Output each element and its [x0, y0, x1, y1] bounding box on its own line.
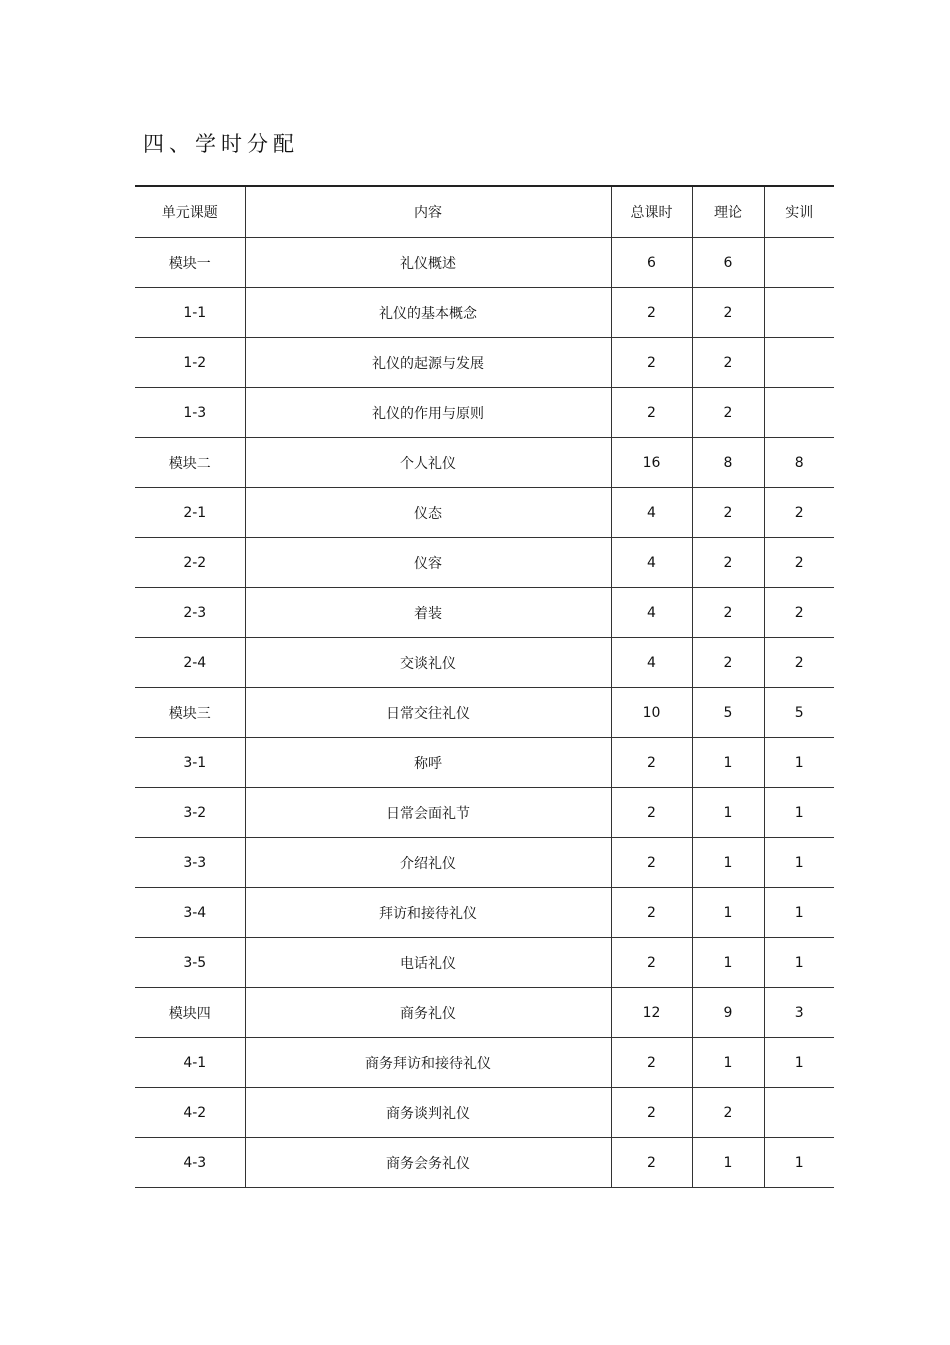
cell-theory: 8 — [692, 438, 764, 488]
cell-total-hours: 16 — [611, 438, 692, 488]
cell-total-hours: 10 — [611, 688, 692, 738]
section-title: 四、学时分配 — [143, 132, 299, 156]
cell-practice: 3 — [764, 988, 834, 1038]
cell-content: 仪容 — [245, 538, 611, 588]
cell-unit: 模块二 — [135, 438, 245, 488]
table-row — [135, 238, 834, 288]
header-content: 内容 — [245, 186, 611, 238]
table-row — [135, 1038, 834, 1088]
cell-unit: 模块四 — [135, 988, 245, 1038]
table-row — [135, 738, 834, 788]
cell-content: 礼仪概述 — [245, 238, 611, 288]
cell-theory: 5 — [692, 688, 764, 738]
table-row — [135, 1088, 834, 1138]
cell-theory: 1 — [692, 838, 764, 888]
cell-theory: 1 — [692, 888, 764, 938]
cell-unit: 模块三 — [135, 688, 245, 738]
table-row — [135, 838, 834, 888]
header-unit: 单元课题 — [135, 186, 245, 238]
cell-total-hours: 2 — [611, 1138, 692, 1188]
cell-theory: 1 — [692, 788, 764, 838]
cell-practice — [764, 338, 834, 388]
cell-total-hours: 2 — [611, 338, 692, 388]
cell-total-hours: 2 — [611, 1088, 692, 1138]
cell-theory: 2 — [692, 1088, 764, 1138]
cell-unit: 3-3 — [135, 838, 245, 888]
cell-unit: 4-3 — [135, 1138, 245, 1188]
cell-theory: 2 — [692, 338, 764, 388]
cell-total-hours: 2 — [611, 1038, 692, 1088]
cell-practice: 1 — [764, 938, 834, 988]
cell-total-hours: 4 — [611, 538, 692, 588]
cell-total-hours: 2 — [611, 288, 692, 338]
table-row — [135, 388, 834, 438]
table-row — [135, 688, 834, 738]
cell-practice: 5 — [764, 688, 834, 738]
cell-content: 日常交往礼仪 — [245, 688, 611, 738]
cell-practice — [764, 288, 834, 338]
hours-allocation-table — [135, 185, 834, 1188]
cell-practice: 2 — [764, 488, 834, 538]
cell-practice — [764, 388, 834, 438]
table-row — [135, 988, 834, 1038]
cell-total-hours: 4 — [611, 488, 692, 538]
cell-theory: 6 — [692, 238, 764, 288]
cell-theory: 9 — [692, 988, 764, 1038]
cell-unit: 1-1 — [135, 288, 245, 338]
table-row — [135, 538, 834, 588]
cell-content: 电话礼仪 — [245, 938, 611, 988]
cell-total-hours: 4 — [611, 638, 692, 688]
table-row — [135, 1138, 834, 1188]
cell-content: 个人礼仪 — [245, 438, 611, 488]
cell-unit: 模块一 — [135, 238, 245, 288]
cell-content: 交谈礼仪 — [245, 638, 611, 688]
cell-content: 礼仪的基本概念 — [245, 288, 611, 338]
cell-theory: 2 — [692, 538, 764, 588]
table-header-row — [135, 186, 834, 238]
cell-total-hours: 2 — [611, 938, 692, 988]
cell-practice: 1 — [764, 788, 834, 838]
cell-practice: 2 — [764, 538, 834, 588]
cell-content: 着装 — [245, 588, 611, 638]
cell-content: 礼仪的起源与发展 — [245, 338, 611, 388]
cell-theory: 2 — [692, 288, 764, 338]
cell-practice: 1 — [764, 1038, 834, 1088]
cell-theory: 1 — [692, 1138, 764, 1188]
cell-theory: 1 — [692, 1038, 764, 1088]
cell-content: 日常会面礼节 — [245, 788, 611, 838]
cell-unit: 1-2 — [135, 338, 245, 388]
cell-practice — [764, 238, 834, 288]
table-row — [135, 288, 834, 338]
cell-total-hours: 2 — [611, 838, 692, 888]
cell-unit: 1-3 — [135, 388, 245, 438]
table-row — [135, 488, 834, 538]
cell-theory: 2 — [692, 638, 764, 688]
cell-practice: 2 — [764, 638, 834, 688]
cell-total-hours: 12 — [611, 988, 692, 1038]
cell-content: 商务谈判礼仪 — [245, 1088, 611, 1138]
cell-theory: 1 — [692, 938, 764, 988]
cell-unit: 4-2 — [135, 1088, 245, 1138]
table-row — [135, 938, 834, 988]
cell-content: 礼仪的作用与原则 — [245, 388, 611, 438]
cell-unit: 2-3 — [135, 588, 245, 638]
cell-total-hours: 4 — [611, 588, 692, 638]
cell-practice: 1 — [764, 1138, 834, 1188]
header-practice: 实训 — [764, 186, 834, 238]
cell-content: 介绍礼仪 — [245, 838, 611, 888]
table-row — [135, 888, 834, 938]
header-theory: 理论 — [692, 186, 764, 238]
cell-unit: 3-2 — [135, 788, 245, 838]
cell-content: 仪态 — [245, 488, 611, 538]
cell-content: 称呼 — [245, 738, 611, 788]
cell-unit: 2-1 — [135, 488, 245, 538]
cell-unit: 2-2 — [135, 538, 245, 588]
cell-unit: 3-4 — [135, 888, 245, 938]
cell-total-hours: 6 — [611, 238, 692, 288]
cell-theory: 1 — [692, 738, 764, 788]
cell-unit: 2-4 — [135, 638, 245, 688]
cell-content: 商务会务礼仪 — [245, 1138, 611, 1188]
table-body — [135, 238, 834, 1188]
cell-theory: 2 — [692, 588, 764, 638]
cell-total-hours: 2 — [611, 888, 692, 938]
cell-unit: 4-1 — [135, 1038, 245, 1088]
table-row — [135, 438, 834, 488]
table-row — [135, 588, 834, 638]
cell-practice — [764, 1088, 834, 1138]
cell-practice: 1 — [764, 888, 834, 938]
cell-content: 拜访和接待礼仪 — [245, 888, 611, 938]
cell-theory: 2 — [692, 388, 764, 438]
cell-unit: 3-5 — [135, 938, 245, 988]
cell-practice: 1 — [764, 838, 834, 888]
cell-theory: 2 — [692, 488, 764, 538]
cell-total-hours: 2 — [611, 388, 692, 438]
cell-practice: 8 — [764, 438, 834, 488]
table-row — [135, 788, 834, 838]
cell-total-hours: 2 — [611, 788, 692, 838]
cell-total-hours: 2 — [611, 738, 692, 788]
table-row — [135, 638, 834, 688]
cell-practice: 2 — [764, 588, 834, 638]
table-row — [135, 338, 834, 388]
cell-content: 商务礼仪 — [245, 988, 611, 1038]
cell-unit: 3-1 — [135, 738, 245, 788]
header-total-hours: 总课时 — [611, 186, 692, 238]
cell-practice: 1 — [764, 738, 834, 788]
cell-content: 商务拜访和接待礼仪 — [245, 1038, 611, 1088]
